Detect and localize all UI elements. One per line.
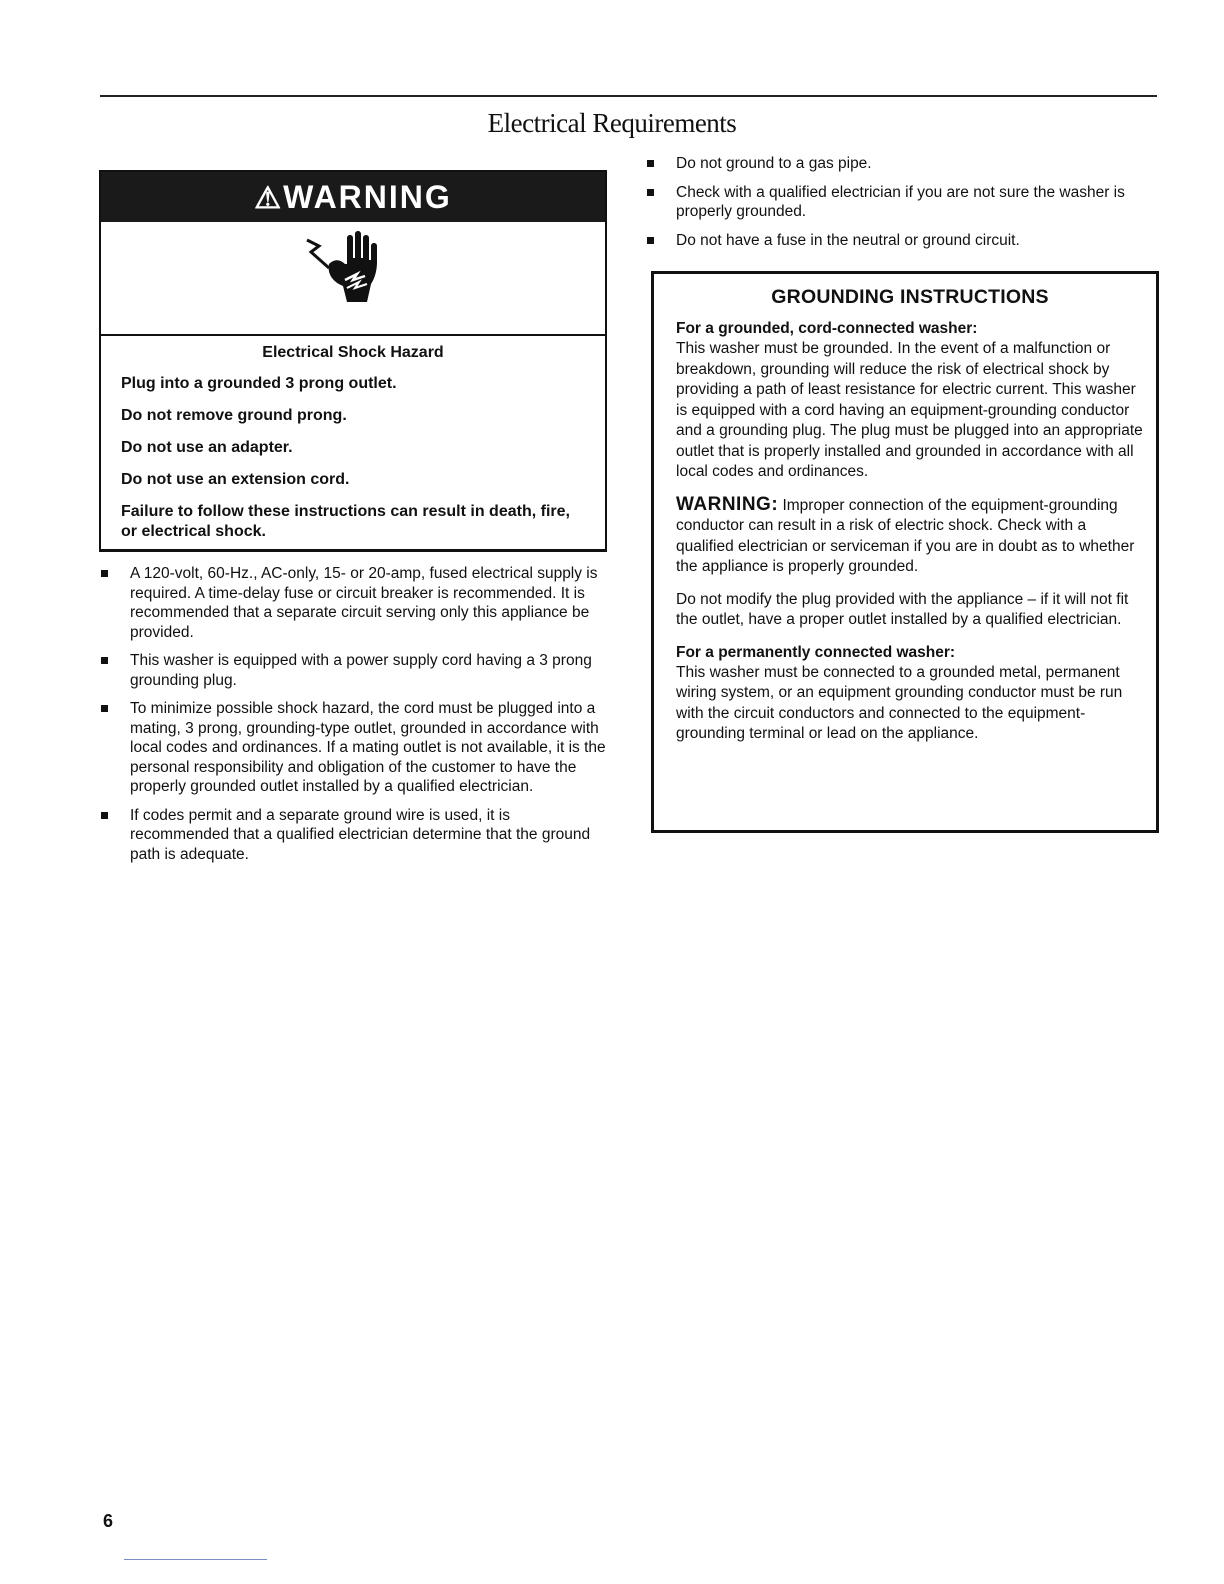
grounding-warning-label: WARNING: [676,493,779,515]
warning-line: Plug into a grounded 3 prong outlet. [121,375,397,392]
grounding-instructions-box [651,271,1159,833]
list-item: If codes permit and a separate ground wire is used, it is recommended that a qualified electrician determine that the ground path is adequate. [100,806,608,865]
grounding-title: GROUNDING INSTRUCTIONS [771,286,1049,308]
corded-heading: For a grounded, cord-connected washer: [676,320,978,337]
warning-line: Do not use an extension cord. [121,471,350,488]
warning-line: Do not use an adapter. [121,439,293,456]
hazard-title: Electrical Shock Hazard [262,344,444,361]
page-number: 6 [103,1511,114,1531]
warning-header [101,172,605,222]
right-bullet-list [646,154,1126,259]
corded-text: This washer must be grounded. In the event of a malfunction or breakdown, grounding will reduce the risk of electrical shock by providing a path of least resistance for electric current. This washer is equipped with a cord having an equipment-grounding conductor and a grounding plug. The plug must be plugged into an appropriate outlet that is properly installed and grounded in accordance with all local codes and ordinances. [676,340,1143,480]
electric-shock-hand-icon [301,228,401,328]
list-item: Do not have a fuse in the neutral or ground circuit. [646,231,1126,251]
list-item: This washer is equipped with a power supply cord having a 3 prong grounding plug. [100,651,608,690]
modify-plug-text: Do not modify the plug provided with the appliance – if it will not fit the outlet, have a proper outlet installed by a qualified electrician. [676,590,1129,628]
warning-box [99,170,607,552]
list-item: To minimize possible shock hazard, the cord must be plugged into a mating, 3 prong, grounding-type outlet, grounded in accordance with local codes and ordinances. If a mating outlet is not available, it is the personal responsibility and obligation of the customer to have the properly grounded outlet installed by a qualified electrician. [100,699,608,797]
warning-line: Failure to follow these instructions can result in death, fire, or electrical shock. [121,503,570,540]
list-item: A 120-volt, 60-Hz., AC-only, 15- or 20-amp, fused electrical supply is required. A time-delay fuse or circuit breaker is recommended. It is recommended that a separate circuit serving only this appliance be provided. [100,564,608,642]
warning-line: Do not remove ground prong. [121,407,347,424]
grounding-warning-text: Improper connection of the equipment-grounding conductor can result in a risk of electric shock. Check with a qualified electrician or serviceman if you are in doubt as to whether the appliance is properly grounded. [676,496,1135,575]
warning-header-label: WARNING [283,179,452,215]
warning-icon-area [101,222,605,336]
left-bullet-list [100,564,608,873]
warning-triangle-icon: ⚠ [254,182,282,215]
page-title: Electrical Requirements [487,108,737,138]
permanent-heading: For a permanently connected washer: [676,643,956,661]
top-rule [100,95,1157,97]
grounding-warning [676,495,1144,578]
permanent-text: This washer must be connected to a grounded metal, permanent wiring system, or an equipment grounding conductor must be run with the circuit conductors and connected to the equipment-grounding terminal or lead on the appliance. [676,663,1123,742]
bottom-rule [124,1559,267,1560]
list-item: Do not ground to a gas pipe. [646,154,1126,174]
list-item: Check with a qualified electrician if you are not sure the washer is properly grounded. [646,183,1126,222]
